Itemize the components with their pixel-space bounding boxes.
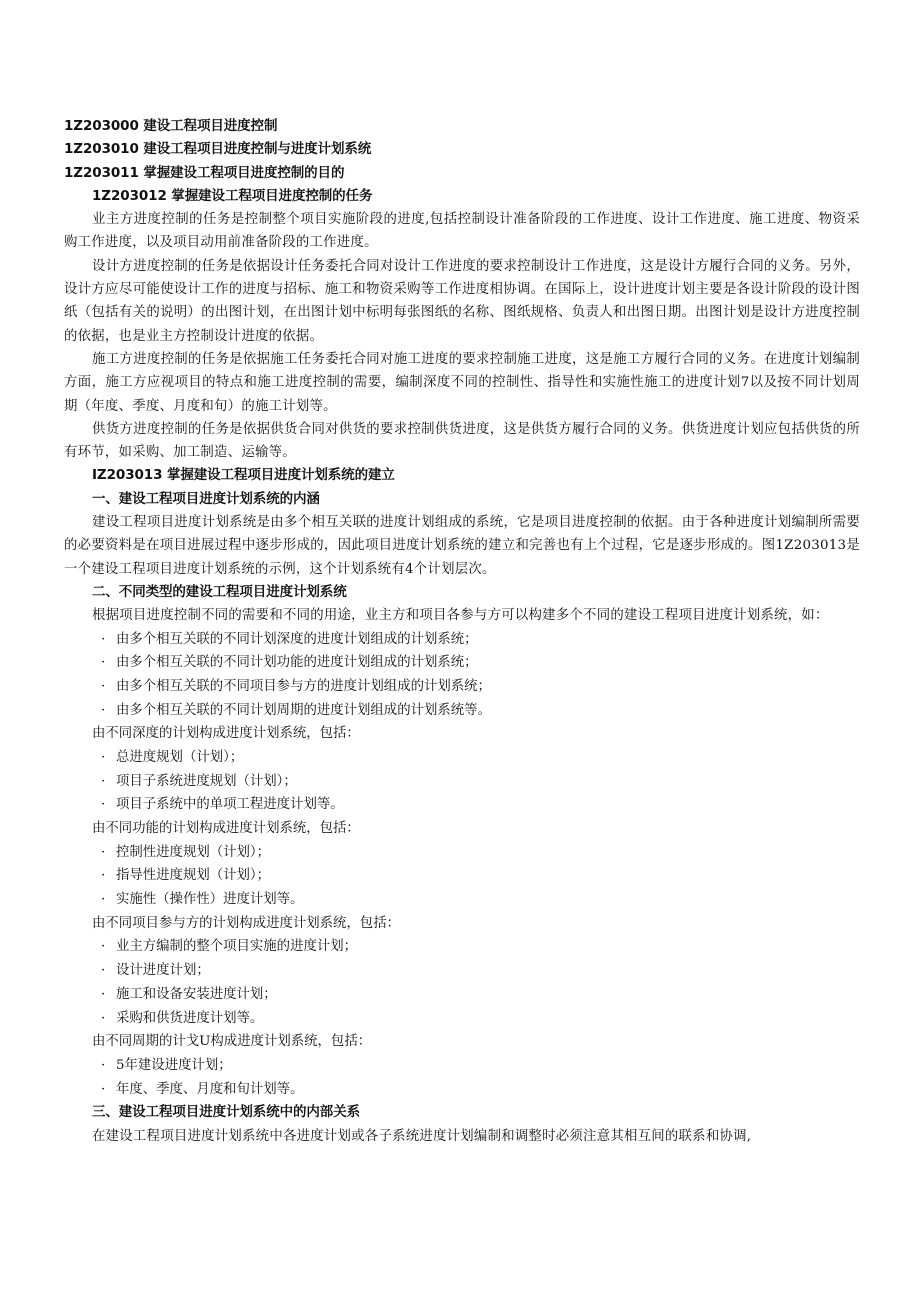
list-function xyxy=(64,841,860,912)
bullet: · xyxy=(101,963,106,979)
paragraph-owner: 业主方进度控制的任务是控制整个项目实施阶段的进度,包括控制设计准备阶段的工作进度、设计工作进度、施工进度、物资采购工作进度，以及项目动用前准备阶段的工作进度。 xyxy=(64,212,860,251)
list-item: · 施工和设备安装进度计划； xyxy=(64,983,860,1007)
bullet: · xyxy=(101,1081,106,1097)
bullet: · xyxy=(101,702,106,718)
section-1-title: 一、建设工程项目进度计划系统的内涵 xyxy=(92,490,320,507)
list-plan-systems xyxy=(64,628,860,723)
heading-1: 1Z203000 建设工程项目进度控制 xyxy=(64,118,278,134)
list-item: · 项目子系统进度规划（计划）； xyxy=(64,770,860,794)
list-period xyxy=(64,1054,860,1101)
list-item: · 指导性进度规划（计划）； xyxy=(64,864,860,888)
heading-3: 1Z203011 掌握建设工程项目进度控制的目的 xyxy=(64,164,345,181)
section-2-title: 二、不同类型的建设工程项目进度计划系统 xyxy=(92,583,347,600)
list-item: · 5年建设进度计划； xyxy=(64,1054,860,1078)
bullet: · xyxy=(101,631,106,647)
heading-5: IZ203013 掌握建设工程项目进度计划系统的建立 xyxy=(92,467,395,484)
bullet: · xyxy=(101,868,106,884)
list-item: · 设计进度计划； xyxy=(64,959,860,983)
intro-depth: 由不同深度的计划构成进度计划系统，包括： xyxy=(92,726,360,742)
section-2-paragraph: 根据项目进度控制不同的需要和不同的用途，业主方和项目各参与方可以构建多个不同的建设工程项目进度计划系统，如： xyxy=(92,608,829,624)
bullet: · xyxy=(101,986,106,1002)
list-item: · 项目子系统中的单项工程进度计划等。 xyxy=(64,793,860,817)
list-participants xyxy=(64,935,860,1030)
bullet: · xyxy=(101,844,106,860)
list-item: · 采购和供货进度计划等。 xyxy=(64,1007,860,1031)
bullet: · xyxy=(101,797,106,813)
section-3-paragraph: 在建设工程项目进度计划系统中各进度计划或各子系统进度计划编制和调整时必须注意其相互间的联系和协调, xyxy=(92,1128,752,1144)
intro-participants: 由不同项目参与方的计划构成进度计划系统，包括： xyxy=(92,915,400,931)
intro-function: 由不同功能的计划构成进度计划系统，包括： xyxy=(92,821,360,837)
list-item: · 业主方编制的整个项目实施的进度计划； xyxy=(64,935,860,959)
intro-period: 由不同周期的计戈U构成进度计划系统，包括： xyxy=(92,1034,372,1050)
list-item: · 由多个相互关联的不同计划周期的进度计划组成的计划系统等。 xyxy=(64,699,860,723)
list-item: · 由多个相互关联的不同计划功能的进度计划组成的计划系统； xyxy=(64,651,860,675)
heading-2: 1Z203010 建设工程项目进度控制与进度计划系统 xyxy=(64,141,372,158)
paragraph-contractor: 施工方进度控制的任务是依据施工任务委托合同对施工进度的要求控制施工进度，这是施工方履行合同的义务。在进度计划编制方面，施工方应视项目的特点和施工进度控制的需要，编制深度不同的控制性、指导性和实施性施工的进度计划7以及按不同计划周期（年度、季度、月度和旬）的施工计划等。 xyxy=(64,351,860,414)
bullet: · xyxy=(101,1010,106,1026)
list-item: · 控制性进度规划（计划）； xyxy=(64,841,860,865)
list-depth xyxy=(64,746,860,817)
bullet: · xyxy=(101,892,106,908)
list-item: · 由多个相互关联的不同项目参与方的进度计划组成的计划系统； xyxy=(64,675,860,699)
paragraph-supplier: 供货方进度控制的任务是依据供货合同对供货的要求控制供货进度，这是供货方履行合同的义务。供货进度计划应包括供货的所有环节，如采购、加工制造、运输等。 xyxy=(64,421,860,461)
bullet: · xyxy=(101,655,106,671)
bullet: · xyxy=(101,773,106,789)
paragraph-designer: 设计方进度控制的任务是依据设计任务委托合同对设计工作进度的要求控制设计工作进度，这是设计方履行合同的义务。另外，设计方应尽可能使设计工作的进度与招标、施工和物资采购等工作进度相协调。在国际上，设计进度计划主要是各设计阶段的设计图纸（包括有关的说明）的出图计划，在出图计划中标明每张图纸的名称、图纸规格、负责人和出图日期。出图计划是设计方进度控制的依据，也是业主方控制设计进度的依据。 xyxy=(64,258,860,344)
bullet: · xyxy=(101,749,106,765)
list-item: · 实施性（操作性）进度计划等。 xyxy=(64,888,860,912)
list-item: · 总进度规划（计划）； xyxy=(64,746,860,770)
section-1-paragraph: 建设工程项目进度计划系统是由多个相互关联的进度计划组成的系统，它是项目进度控制的依据。由于各种进度计划编制所需要的必要资料是在项目进展过程中逐步形成的，因此项目进度计划系统的建立和完善也有上个过程，它是逐步形成的。图1Z203013是一个建设工程项目进度计划系统的示例，这个计划系统有4个计划层次。 xyxy=(64,515,860,577)
bullet: · xyxy=(101,939,106,955)
bullet: · xyxy=(101,1057,106,1073)
section-3-title: 三、建设工程项目进度计划系统中的内部关系 xyxy=(92,1104,360,1121)
list-item: · 年度、季度、月度和旬计划等。 xyxy=(64,1078,860,1102)
heading-4: 1Z203012 掌握建设工程项目进度控制的任务 xyxy=(92,187,373,204)
document-page xyxy=(64,115,860,1148)
bullet: · xyxy=(101,678,106,694)
list-item: · 由多个相互关联的不同计划深度的进度计划组成的计划系统； xyxy=(64,628,860,652)
